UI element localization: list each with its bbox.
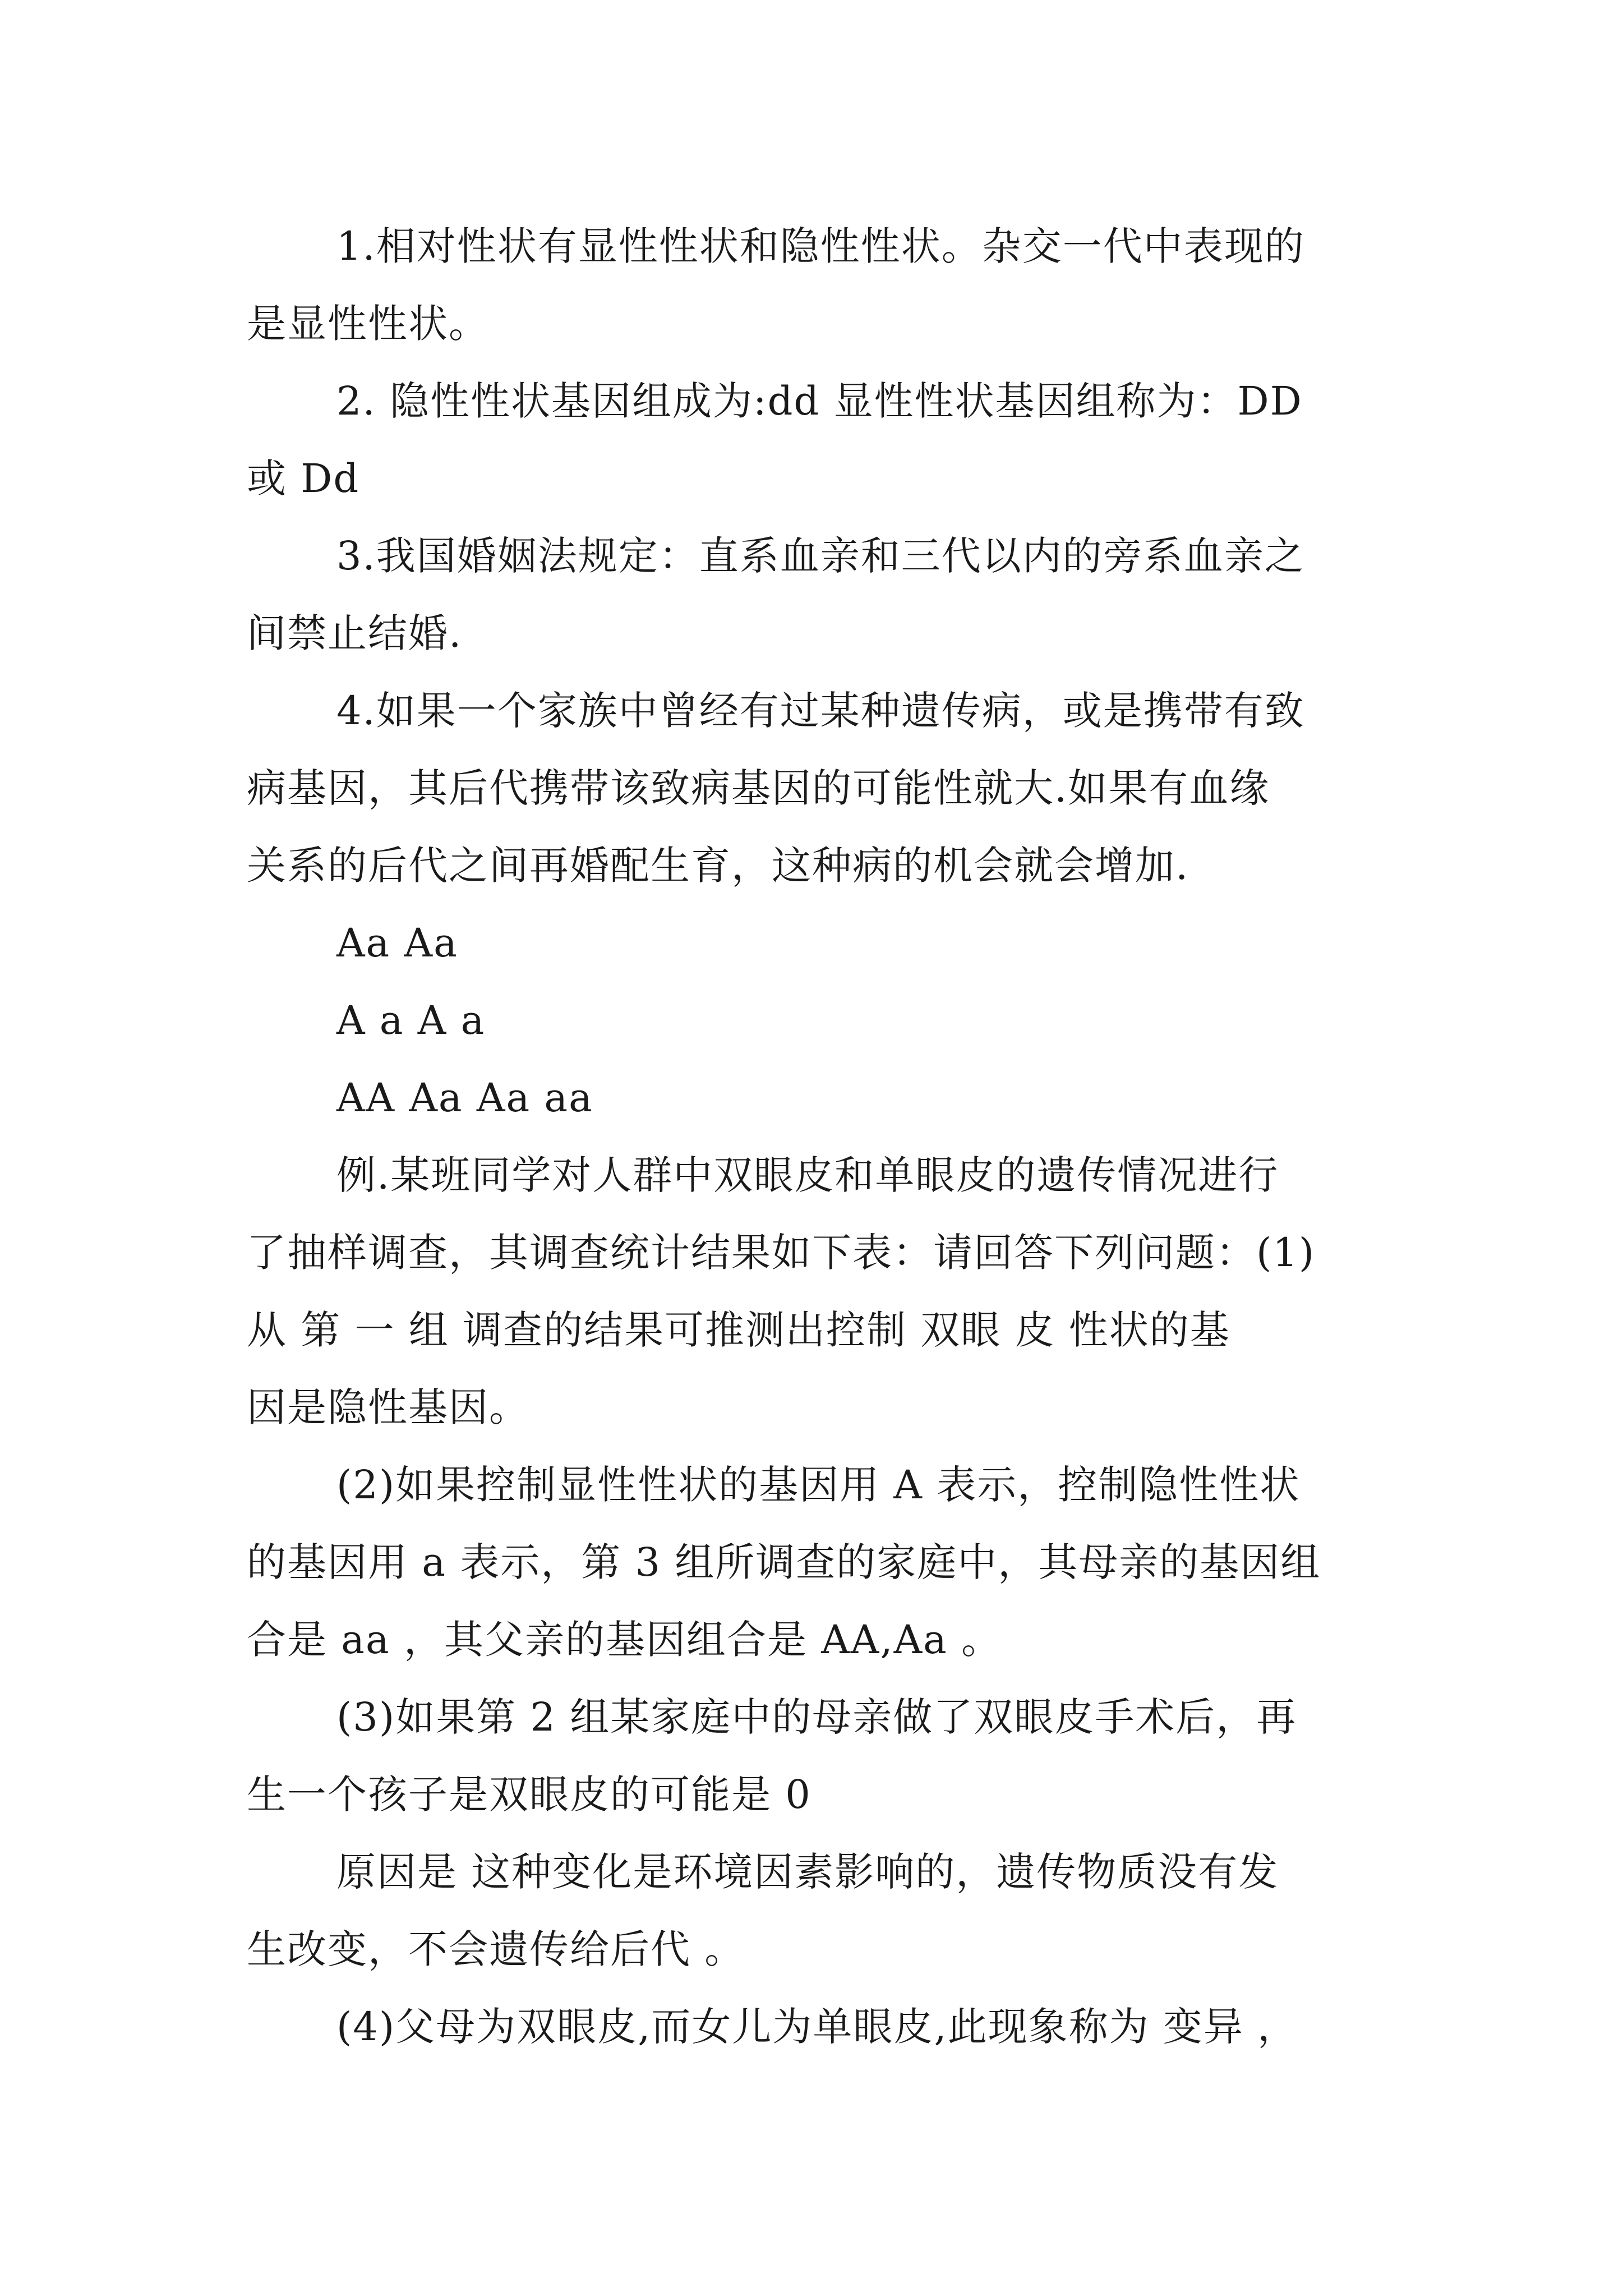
example-line-4: 因是隐性基因。 (247, 1384, 529, 1430)
document-body (247, 208, 1391, 2065)
reason-line-1: 原因是 这种变化是环境因素影响的，遗传物质没有发 (336, 1849, 1279, 1895)
question-2-line-1: (2)如果控制显性性状的基因用 A 表示，控制隐性性状 (336, 1462, 1301, 1508)
paragraph-3-line-2: 间禁止结婚. (247, 610, 463, 656)
genotype-parents: Aa Aa (336, 920, 458, 966)
paragraph-4-line-3: 关系的后代之间再婚配生育，这种病的机会就会增加. (247, 843, 1189, 889)
question-2-line-2: 的基因用 a 表示，第 3 组所调查的家庭中，其母亲的基因组 (247, 1539, 1321, 1585)
paragraph-4-line-2: 病基因，其后代携带该致病基因的可能性就大.如果有血缘 (247, 765, 1270, 811)
paragraph-1-line-2: 是显性性状。 (247, 301, 489, 347)
reason-line-2: 生改变，不会遗传给后代 。 (247, 1926, 745, 1972)
paragraph-2-line-1: 2. 隐性性状基因组成为:dd 显性性状基因组称为：DD (336, 378, 1303, 424)
paragraph-3-line-1: 3.我国婚姻法规定：直系血亲和三代以内的旁系血亲之 (336, 533, 1305, 579)
example-line-1: 例.某班同学对人群中双眼皮和单眼皮的遗传情况进行 (336, 1152, 1279, 1198)
example-line-3: 从 第 一 组 调查的结果可推测出控制 双眼 皮 性状的基 (247, 1307, 1230, 1353)
paragraph-1-line-1: 1.相对性状有显性性状和隐性性状。杂交一代中表现的 (336, 223, 1305, 269)
genotype-gametes: A a A a (336, 997, 486, 1043)
question-3-line-2: 生一个孩子是双眼皮的可能是 0 (247, 1772, 811, 1818)
paragraph-2-line-2: 或 Dd (247, 455, 360, 501)
question-4-line-1: (4)父母为双眼皮,而女儿为单眼皮,此现象称为 变异 ， (336, 2004, 1298, 2050)
question-2-line-3: 合是 aa ，其父亲的基因组合是 AA,Aa 。 (247, 1617, 1002, 1663)
example-line-2: 了抽样调查，其调查统计结果如下表：请回答下列问题：(1) (247, 1230, 1316, 1276)
paragraph-4-line-1: 4.如果一个家族中曾经有过某种遗传病，或是携带有致 (336, 688, 1305, 734)
question-3-line-1: (3)如果第 2 组某家庭中的母亲做了双眼皮手术后，再 (336, 1694, 1297, 1740)
genotype-offspring: AA Aa Aa aa (336, 1075, 593, 1121)
